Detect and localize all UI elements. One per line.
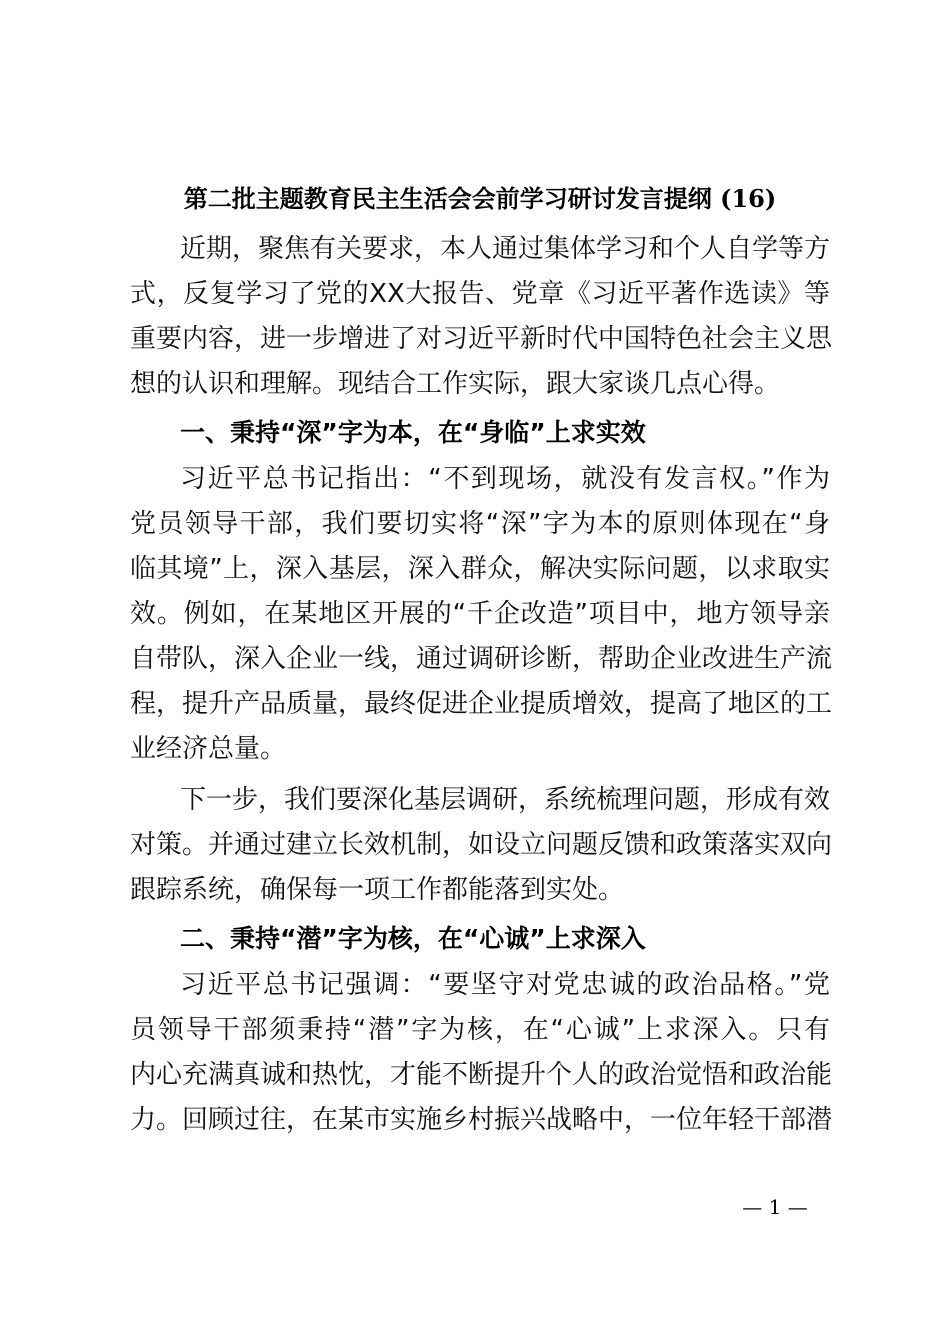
- intro-line-2: 式，反复学习了党的XX大报告、党章《习近平著作选读》等: [130, 279, 830, 309]
- section-1-para-1-line: 党员领导干部，我们要切实将“深”字为本的原则体现在“身: [130, 509, 830, 539]
- intro-line-4: 想的认识和理解。现结合工作实际，跟大家谈几点心得。: [130, 369, 781, 399]
- section-1-para-1-line: 效。例如，在某地区开展的“千企改造”项目中，地方领导亲: [130, 599, 830, 629]
- section-1-para-1-line: 临其境”上，深入基层，深入群众，解决实际问题，以求取实: [130, 554, 830, 584]
- page-number: — 1 —: [742, 1195, 808, 1219]
- section-2-heading: 二、秉持“潜”字为核，在“心诚”上求深入: [180, 924, 646, 953]
- intro-line-1: 近期，聚焦有关要求，本人通过集体学习和个人自学等方: [180, 234, 831, 264]
- intro-line-3: 重要内容，进一步增进了对习近平新时代中国特色社会主义思: [130, 324, 833, 354]
- document-title: 第二批主题教育民主生活会会前学习研讨发言提纲 (16): [183, 184, 777, 213]
- section-2-para-1-line: 力。回顾过往，在某市实施乡村振兴战略中，一位年轻干部潜: [130, 1105, 833, 1135]
- section-1-para-1-line: 程，提升产品质量，最终促进企业提质增效，提高了地区的工: [130, 689, 833, 719]
- section-1-para-1-line: 业经济总量。: [130, 734, 287, 764]
- section-1-heading: 一、秉持“深”字为本，在“身临”上求实效: [180, 418, 646, 447]
- section-1-para-1-line: 自带队，深入企业一线，通过调研诊断，帮助企业改进生产流: [130, 644, 833, 674]
- section-2-para-1-line: 员领导干部须秉持“潜”字为核，在“心诚”上求深入。只有: [130, 1015, 830, 1045]
- section-2-para-1-line: 内心充满真诚和热忱，才能不断提升个人的政治觉悟和政治能: [130, 1060, 833, 1090]
- section-1-para-2-line: 下一步，我们要深化基层调研，系统梳理问题，形成有效: [180, 785, 831, 815]
- section-1-para-2-line: 跟踪系统，确保每一项工作都能落到实处。: [130, 875, 625, 905]
- section-1-para-1-line: 习近平总书记指出：“不到现场，就没有发言权。”作为: [180, 464, 830, 494]
- section-2-para-1-line: 习近平总书记强调：“要坚守对党忠诚的政治品格。”党: [180, 970, 830, 1000]
- section-1-para-2-line: 对策。并通过建立长效机制，如设立问题反馈和政策落实双向: [130, 830, 833, 860]
